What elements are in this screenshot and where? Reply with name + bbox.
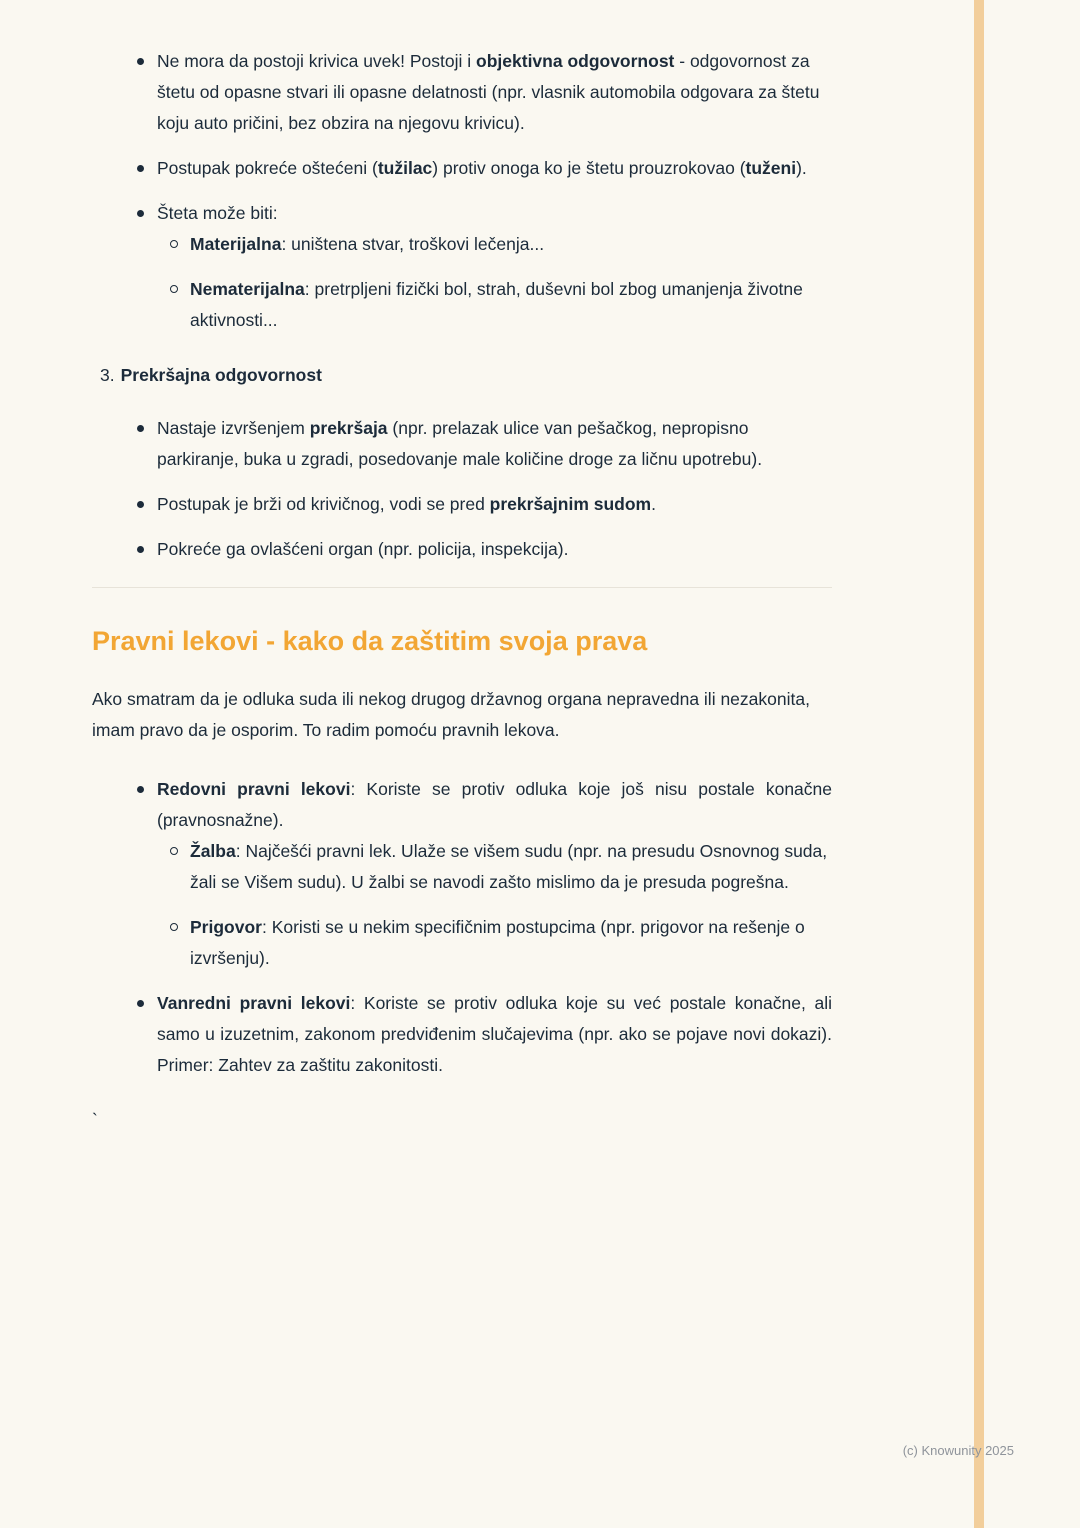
list-item-text: Vanredni pravni lekovi: Koriste se protiv odluka koje su već postale konačne, ali samo u izuzetnim, zakonom predviđenim slučajevima (npr. ako se pojave novi dokazi). Primer: Zahtev za zaštitu zakonitosti.: [157, 993, 832, 1075]
list-item-text: Prigovor: Koristi se u nekim specifičnim postupcima (npr. prigovor na rešenje o izvršenju).: [190, 917, 805, 968]
document-content: [92, 46, 832, 1136]
item-number: 3.: [100, 365, 115, 385]
bullet-icon: [137, 165, 144, 172]
list-item-text: Nematerijalna: pretrpljeni fizički bol, strah, duševni bol zbog umanjenja životne aktivnosti...: [190, 279, 803, 330]
list-item: [92, 988, 832, 1081]
side-accent-bar: [974, 0, 984, 1528]
list-item: [92, 774, 832, 974]
misdemeanor-list: [92, 413, 832, 565]
list-item-label: Šteta može biti:: [157, 203, 278, 223]
section-heading: Pravni lekovi - kako da zaštitim svoja prava: [92, 626, 648, 656]
list-item-text: Pokreće ga ovlašćeni organ (npr. policija, inspekcija).: [157, 539, 569, 559]
list-item: [92, 198, 832, 336]
damage-types-sublist: [157, 229, 832, 336]
circle-bullet-icon: [170, 240, 178, 248]
bullet-icon: [137, 425, 144, 432]
bullet-icon: [137, 210, 144, 217]
list-item-text: Nastaje izvršenjem prekršaja (npr. prelazak ulice van pešačkog, nepropisno parkiranje, buka u zgradi, posedovanje male količine droge za ličnu upotrebu).: [157, 418, 763, 469]
bullet-icon: [137, 1000, 144, 1007]
list-item-text: Žalba: Najčešći pravni lek. Ulaže se višem sudu (npr. na presudu Osnovnog suda, žali se Višem sudu). U žalbi se navodi zašto mislimo da je presuda pogrešna.: [190, 841, 828, 892]
list-item-label: Redovni pravni lekovi: Koriste se protiv odluka koje još nisu postale konačne (pravnosnažne).: [157, 779, 832, 830]
numbered-heading: [92, 360, 832, 391]
list-item: [157, 229, 832, 260]
list-item: [92, 489, 832, 520]
list-item-text: Ne mora da postoji krivica uvek! Postoji i objektivna odgovornost - odgovornost za štetu od opasne stvari ili opasne delatnosti (npr. vlasnik automobila odgovara za štetu koju auto pričini, bez obzira na njegovu krivicu).: [157, 51, 820, 133]
list-item: [92, 413, 832, 475]
list-item: [92, 534, 832, 565]
remedies-list: [92, 774, 832, 1081]
list-item-text: Postupak pokreće oštećeni (tužilac) protiv onoga ko je štetu prouzrokovao (tuženi).: [157, 158, 807, 178]
stray-character: `: [92, 1110, 98, 1130]
list-item-text: Postupak je brži od krivičnog, vodi se pred prekršajnim sudom.: [157, 494, 656, 514]
list-item-text: [157, 198, 832, 336]
bullet-icon: [137, 58, 144, 65]
list-item: [157, 836, 832, 898]
circle-bullet-icon: [170, 923, 178, 931]
list-item-text: [157, 774, 832, 974]
list-item-text: Materijalna: uništena stvar, troškovi lečenja...: [190, 234, 545, 254]
bullet-icon: [137, 786, 144, 793]
list-item: [92, 153, 832, 184]
copyright-notice: (c) Knowunity 2025: [902, 1443, 1014, 1458]
circle-bullet-icon: [170, 847, 178, 855]
circle-bullet-icon: [170, 285, 178, 293]
bullet-icon: [137, 546, 144, 553]
bullet-icon: [137, 501, 144, 508]
regular-remedies-sublist: [157, 836, 832, 974]
divider: [92, 587, 832, 588]
intro-paragraph: Ako smatram da je odluka suda ili nekog drugog državnog organa nepravedna ili nezakonita, imam pravo da je osporim. To radim pomoću pravnih lekova.: [92, 689, 810, 740]
liability-list: [92, 46, 832, 336]
item-title: Prekršajna odgovornost: [120, 365, 322, 385]
list-item: [157, 274, 832, 336]
list-item: [157, 912, 832, 974]
list-item: [92, 46, 832, 139]
